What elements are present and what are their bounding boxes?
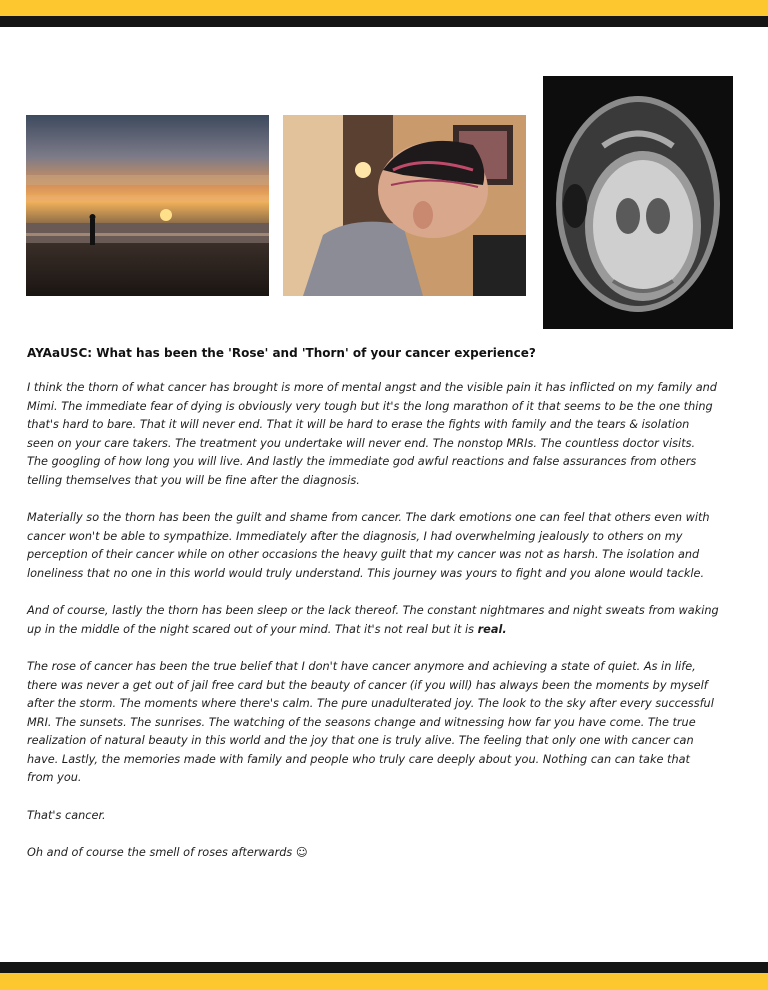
bottom-yellow-band (0, 973, 768, 990)
paragraph-thats-cancer: That's cancer. (27, 808, 106, 822)
bottom-black-band (0, 962, 768, 973)
mri-scan-photo (543, 76, 733, 329)
paragraph-rose: The rose of cancer has been the true belief that I don't have cancer anymore and achieving a state of quiet. As in life, there was never a get out of jail free card but the beauty of cancer (if you will) has always been the moments by myself after the storm. The moments where there's calm. The pure unadulterated joy. The look to the sky after every successful MRI. The sunsets. The sunrises. The watching of the seasons change and witnessing how far you have come. The true realization of natural beauty in this world and the joy that one is truly alive. The feeling that only one with cancer can have. Lastly, the memories made with family and people who truly care deeply about you. Nothing can can take that from you. (27, 659, 714, 785)
paragraph-thorn-sleep-text: And of course, lastly the thorn has been sleep or the lack thereof. The constant nightmares and night sweats from waking up in the middle of the night scared out of your mind. That it's not real but it is (27, 604, 719, 636)
paragraph-thorn-guilt: Materially so the thorn has been the guilt and shame from cancer. The dark emotions one can feel that others even with cancer won't be able to sympathize. Immediately after the diagnosis, I had overwhelming jealously to others on my perception of their cancer while on other occasions the heavy guilt that my cancer was not as harsh. The isolation and loneliness that no one in this world would truly understand. This journey was yours to fight and you alone would tackle. (27, 511, 710, 580)
emphasis-real: real. (477, 622, 507, 636)
top-black-band (0, 16, 768, 27)
paragraph-thorn-sleep (27, 602, 719, 639)
paragraph-roses-afterwards: Oh and of course the smell of roses afterwards ☺ (27, 845, 308, 859)
interview-question: AYAaUSC: What has been the 'Rose' and 'Thorn' of your cancer experience? (27, 346, 536, 360)
article-body (27, 345, 719, 881)
top-yellow-band (0, 0, 768, 16)
paragraph-thorn-mental: I think the thorn of what cancer has brought is more of mental angst and the visible pain it has inflicted on my family and Mimi. The immediate fear of dying is obviously very tough but it's the long marathon of it that seems to be the one thing that's hard to bare. That it will never end. That it will be hard to erase the fights with family and the tears & isolation seen on your care takers. The treatment you undertake will never end. The nonstop MRIs. The countless doctor visits. The googling of how long you will live. And lastly the immediate god awful reactions and false assurances from others telling themselves that you will be fine after the diagnosis. (27, 381, 717, 487)
surgery-photo (283, 115, 526, 296)
sunset-photo (26, 115, 269, 296)
